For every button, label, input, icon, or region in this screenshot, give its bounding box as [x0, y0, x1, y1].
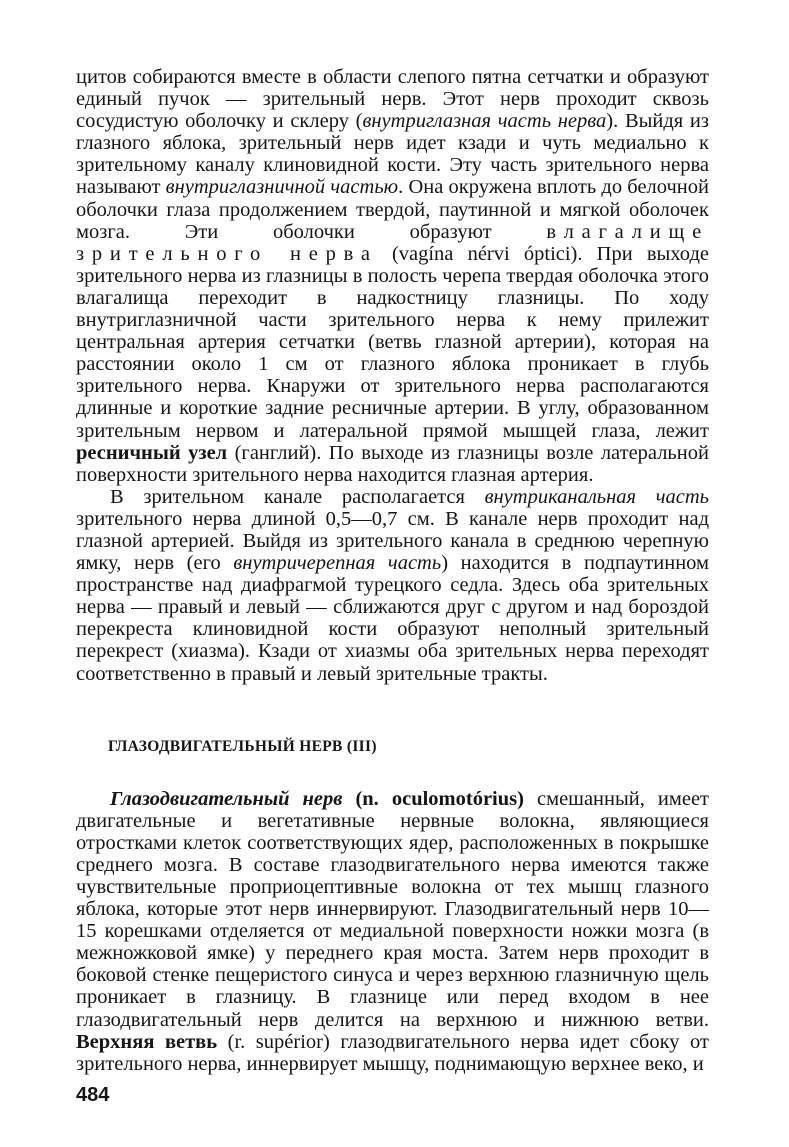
bold-term: Верхняя ветвь	[76, 1030, 218, 1053]
italic-term: внутриглазная часть нерва	[362, 110, 607, 133]
italic-term: внутриканальная часть	[484, 485, 709, 508]
paragraph-optic-nerve-canal	[76, 486, 709, 685]
section-heading: ГЛАЗОДВИГАТЕЛЬНЫЙ НЕРВ (III)	[108, 737, 377, 755]
text-run: ). Выйдя из глазного яблока, зрительный нерв идет кзади и чуть медиально к зрительному каналу клиновидной кости. Эту часть зрительного нерва называют	[76, 110, 709, 199]
page-number: 484	[76, 1084, 110, 1106]
page-body	[76, 66, 709, 1075]
paragraph-optic-nerve-course	[76, 66, 709, 486]
text-run	[342, 788, 355, 810]
text-run: ) находится в подпаутинном пространстве над диафрагмой турецкого седла. Здесь оба зрительных нерва — правый и левый — сближаются друг с другом и над бороздой перекреста клиновидной кости образуют неполный зрительный перекрест (хиазма). Кзади от хиазмы оба зрительных нерва переходят соответственно в правый и левый зрительные тракты.	[76, 552, 710, 685]
text-run: В зрительном канале располагается	[110, 485, 485, 508]
spaced-term: влагалище зрительного нерва	[76, 220, 709, 265]
italic-term: внутриглазничной частью	[165, 176, 399, 199]
bold-term: (n. oculomotórius)	[355, 787, 524, 810]
paragraph-oculomotor-nerve	[76, 788, 709, 1075]
italic-term: внутричерепная часть	[233, 552, 442, 575]
text-run: (r. supérior) глазодвигательного нерва идет сбоку от зрительного нерва, иннервирует мышцу, поднимающую верхнее веко, и	[76, 1030, 709, 1075]
text-run: цитов собираются вместе в области слепого пятна сетчатки и образуют единый пучок — зрительный нерв. Этот нерв проходит сквозь сосудистую оболочку и склеру (	[76, 66, 709, 133]
text-run: (vagína nérvi óptici). При выходе зрительного нерва из глазницы в полость черепа твердая оболочка этого влагалища переходит в надкостницу глазницы. По ходу внутриглазничной части зрительного нерва к нему прилежит центральная артерия сетчатки (ветвь глазной артерии), которая на расстоянии около 1 см от глазного яблока проникает в глубь зрительного нерва. Кнаружи от зрительного нерва располагаются длинные и короткие задние ресничные артерии. В углу, образованном зрительным нервом и латеральной прямой мышцей глаза, лежит	[76, 242, 709, 442]
bold-term: ресничный узел	[76, 441, 228, 464]
text-run: . Она окружена вплоть до белочной оболочки глаза продолжением твердой, паутинной и мягкой оболочек мозга. Эти оболочки образуют	[76, 176, 709, 243]
text-run: смешанный, имеет двигательные и вегетативные нервные волокна, являющиеся отростками клеток соответствующих ядер, расположенных в покрышке среднего мозга. В составе глазодвигательного нерва имеются также чувствительные проприоцептивные волокна от тех мышц глазного яблока, которые этот нерв иннервируют. Глазодвигательный нерв 10—15 корешками отделяется от медиальной поверхности ножки мозга (в межножковой ямке) у переднего края моста. Затем нерв проходит в боковой стенке пещеристого синуса и через верхнюю глазничную щель проникает в глазницу. В глазнице или перед входом в нее глазодвигательный нерв делится на верхнюю и нижнюю ветви.	[76, 787, 709, 1031]
text-run: зрительного нерва длиной 0,5—0,7 см. В канале нерв проходит над глазной артерией. Выйдя из зрительного канала в среднюю черепную ямку, нерв (его	[76, 507, 709, 575]
bold-italic-term: Глазодвигательный нерв	[110, 787, 343, 810]
text-run: (ганглий). По выходе из глазницы возле латеральной поверхности зрительного нерва находится глазная артерия.	[76, 441, 709, 486]
